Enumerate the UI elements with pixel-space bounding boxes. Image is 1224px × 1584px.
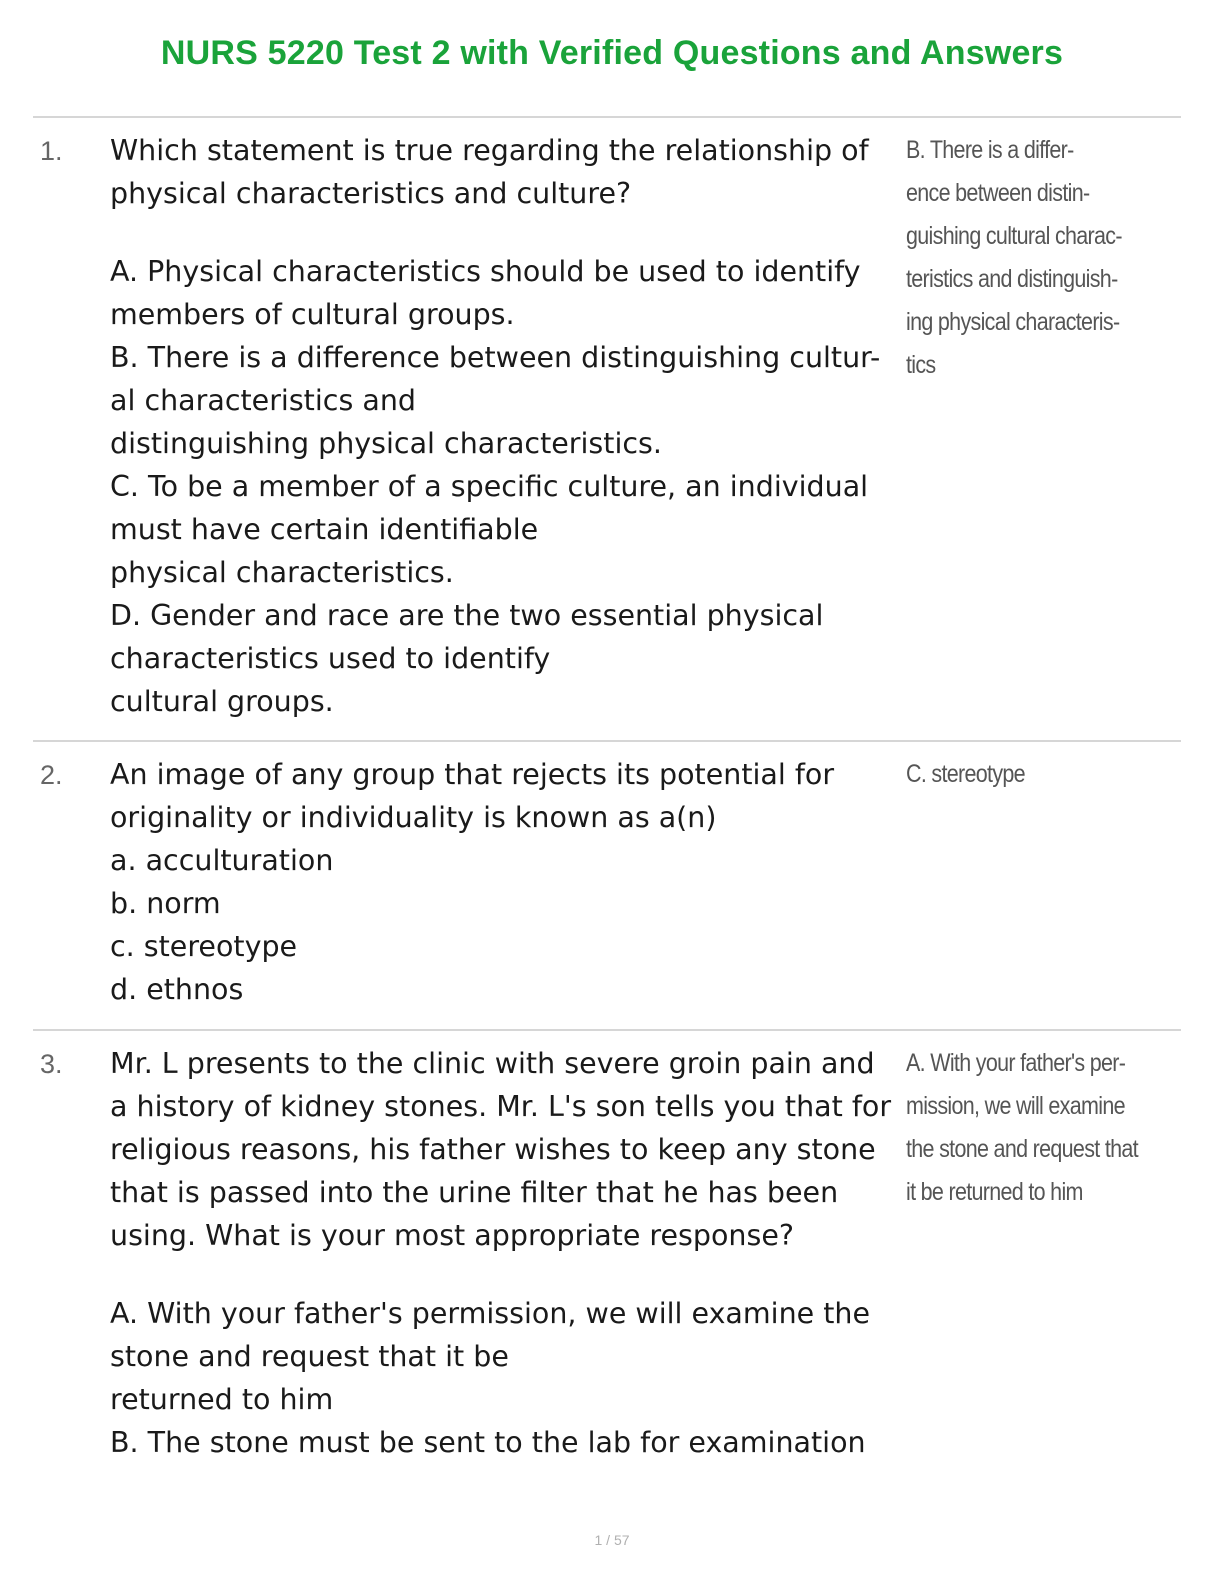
document-title: NURS 5220 Test 2 with Verified Questions and Answers [160, 34, 1064, 72]
answer-line: teristics and distinguish- [906, 265, 1118, 293]
question-line: religious reasons, his father wishes to keep any stone [110, 1133, 876, 1166]
option-line: C. To be a member of a specific culture, an individual [110, 470, 869, 503]
answer-line: the stone and request that [906, 1135, 1138, 1163]
divider [33, 116, 1181, 118]
answer-line: A. With your father's per- [906, 1049, 1126, 1077]
option-line: al characteristics and [110, 384, 416, 417]
question-line: a history of kidney stones. Mr. L's son tells you that for [110, 1090, 892, 1123]
question-line: that is passed into the urine filter that he has been [110, 1176, 839, 1209]
option-line: stone and request that it be [110, 1340, 509, 1373]
answer-line: it be returned to him [906, 1178, 1083, 1206]
question-3-answer [906, 1042, 1206, 1214]
question-1-text [110, 129, 900, 723]
option-line: a. acculturation [110, 844, 334, 877]
question-3-number: 3. [40, 1049, 63, 1079]
paragraph-gap [110, 215, 900, 250]
option-line: returned to him [110, 1383, 334, 1416]
question-line: An image of any group that rejects its potential for [110, 758, 835, 791]
option-line: B. There is a difference between distinguishing cultur- [110, 341, 881, 374]
option-line: A. With your father's permission, we will examine the [110, 1297, 871, 1330]
answer-line: mission, we will examine [906, 1092, 1125, 1120]
option-line: members of cultural groups. [110, 298, 515, 331]
question-3-text [110, 1042, 900, 1464]
option-line: c. stereotype [110, 930, 298, 963]
answer-line: B. There is a differ- [906, 136, 1074, 164]
option-line: must have certain identifiable [110, 513, 539, 546]
option-line: cultural groups. [110, 685, 334, 718]
divider [33, 740, 1181, 742]
option-line: distinguishing physical characteristics. [110, 427, 662, 460]
question-line: using. What is your most appropriate response? [110, 1219, 794, 1252]
answer-line: ence between distin- [906, 179, 1090, 207]
answer-line: ing physical characteris- [906, 308, 1120, 336]
question-line: Which statement is true regarding the relationship of [110, 134, 869, 167]
option-line: A. Physical characteristics should be used to identify [110, 255, 861, 288]
option-line: b. norm [110, 887, 221, 920]
answer-line: C. stereotype [906, 760, 1025, 788]
question-2-number: 2. [40, 760, 63, 790]
option-line: d. ethnos [110, 973, 244, 1006]
question-line: originality or individuality is known as a(n) [110, 801, 717, 834]
answer-line: tics [906, 351, 936, 379]
answer-line: guishing cultural charac- [906, 222, 1122, 250]
paragraph-gap [110, 1257, 900, 1292]
question-1-answer [906, 129, 1206, 387]
question-2-answer [906, 753, 1206, 796]
question-2-text [110, 753, 900, 1011]
option-line: D. Gender and race are the two essential physical [110, 599, 824, 632]
option-line: B. The stone must be sent to the lab for examination [110, 1426, 866, 1459]
question-line: Mr. L presents to the clinic with severe groin pain and [110, 1047, 875, 1080]
question-1-number: 1. [40, 136, 63, 166]
option-line: characteristics used to identify [110, 642, 551, 675]
option-line: physical characteristics. [110, 556, 454, 589]
page-number: 1 / 57 [594, 1532, 630, 1548]
divider [33, 1029, 1181, 1031]
question-line: physical characteristics and culture? [110, 177, 632, 210]
